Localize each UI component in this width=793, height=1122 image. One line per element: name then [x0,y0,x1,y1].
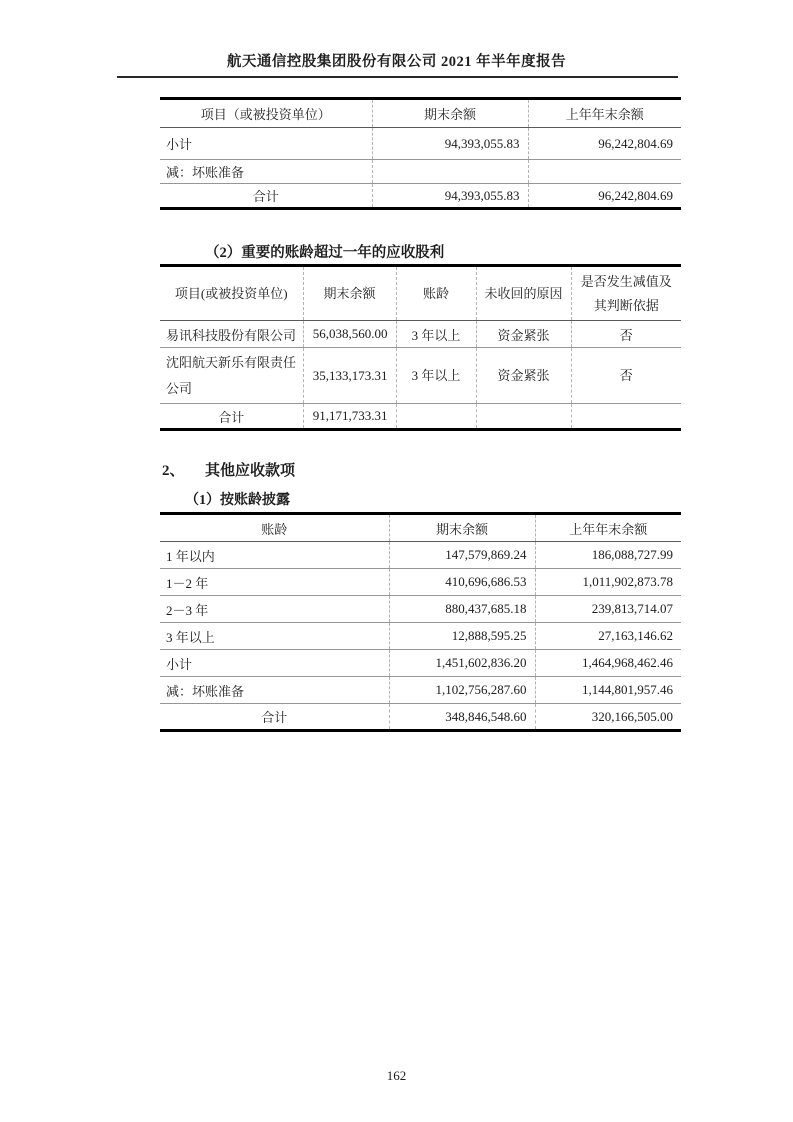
column-header-ending-balance: 期末余额 [372,99,528,128]
prior-year-value: 96,242,804.69 [528,184,681,209]
section-number: 2、 [162,463,185,479]
column-header-ending-balance: 期末余额 [303,266,396,321]
column-header-prior-year-balance: 上年年末余额 [528,99,681,128]
company-name: 沈阳航天新乐有限责任公司 [160,348,303,404]
table-row [160,160,681,184]
company-name: 易讯科技股份有限公司 [160,321,303,348]
row-label: 1－2 年 [160,569,389,596]
row-label: 合计 [218,409,245,425]
table-row-total [160,184,681,209]
header-divider [117,76,678,78]
table-row-total [160,704,681,731]
table-row [160,128,681,160]
impairment-value [571,404,681,430]
age-value: 3 年以上 [396,348,476,404]
table-row [160,596,681,623]
table-row [160,542,681,569]
ending-balance-value: 12,888,595.25 [389,623,535,650]
prior-year-value: 1,464,968,462.46 [535,650,681,677]
age-value: 3 年以上 [396,321,476,348]
subsection-heading-aging-disclosure: （1）按账龄披露 [185,493,290,508]
table-row [160,348,681,404]
ending-balance-value: 94,393,055.83 [372,128,528,160]
age-value [396,404,476,430]
prior-year-value [528,160,681,184]
prior-year-value: 186,088,727.99 [535,542,681,569]
aging-disclosure-table [160,512,681,732]
section-heading-aged-dividends: （2）重要的账龄超过一年的应收股利 [205,245,445,261]
column-header-item: 项目（或被投资单位） [160,99,372,128]
column-header-reason: 未收回的原因 [476,266,571,321]
column-header-prior-year-balance: 上年年末余额 [535,514,681,542]
prior-year-value: 1,144,801,957.46 [535,677,681,704]
table-header-row [160,266,681,321]
ending-balance-value: 410,696,686.53 [389,569,535,596]
column-header-age: 账龄 [396,266,476,321]
column-header-impairment: 是否发生减值及其判断依据 [571,266,681,321]
column-header-ending-balance: 期末余额 [389,514,535,542]
prior-year-value: 320,166,505.00 [535,704,681,731]
column-header-age: 账龄 [160,514,389,542]
page-header-title: 航天通信控股集团股份有限公司 2021 年半年度报告 [226,54,567,70]
row-label: 2－3 年 [160,596,389,623]
table-row [160,321,681,348]
row-label: 1 年以内 [160,542,389,569]
impairment-value: 否 [571,348,681,404]
page-number: 162 [386,1068,407,1083]
table-row [160,650,681,677]
impairment-value: 否 [571,321,681,348]
aged-dividends-table [160,264,681,431]
prior-year-value: 96,242,804.69 [528,128,681,160]
table-row [160,623,681,650]
ending-balance-value: 91,171,733.31 [303,404,396,430]
ending-balance-value: 348,846,548.60 [389,704,535,731]
column-header-item: 项目(或被投资单位) [160,266,303,321]
prior-year-value: 1,011,902,873.78 [535,569,681,596]
section-title: 其他应收款项 [205,463,296,479]
section-heading-other-receivables [162,459,295,480]
ending-balance-value: 147,579,869.24 [389,542,535,569]
table-header-row [160,99,681,128]
row-label: 合计 [252,189,279,204]
table-row [160,677,681,704]
row-label: 合计 [261,710,288,725]
ending-balance-value: 35,133,173.31 [303,348,396,404]
prior-year-value: 239,813,714.07 [535,596,681,623]
ending-balance-value: 880,437,685.18 [389,596,535,623]
ending-balance-value [372,160,528,184]
ending-balance-value: 1,451,602,836.20 [389,650,535,677]
ending-balance-value: 56,038,560.00 [303,321,396,348]
reason-value: 资金紧张 [476,348,571,404]
reason-value [476,404,571,430]
row-label: 小计 [160,650,389,677]
row-label: 减：坏账准备 [160,160,372,184]
row-label: 小计 [160,128,372,160]
table-row-total [160,404,681,430]
table-row [160,569,681,596]
table-header-row [160,514,681,542]
ending-balance-value: 1,102,756,287.60 [389,677,535,704]
dividends-summary-table [160,97,681,210]
row-label: 3 年以上 [160,623,389,650]
row-label: 减：坏账准备 [160,677,389,704]
prior-year-value: 27,163,146.62 [535,623,681,650]
reason-value: 资金紧张 [476,321,571,348]
ending-balance-value: 94,393,055.83 [372,184,528,209]
